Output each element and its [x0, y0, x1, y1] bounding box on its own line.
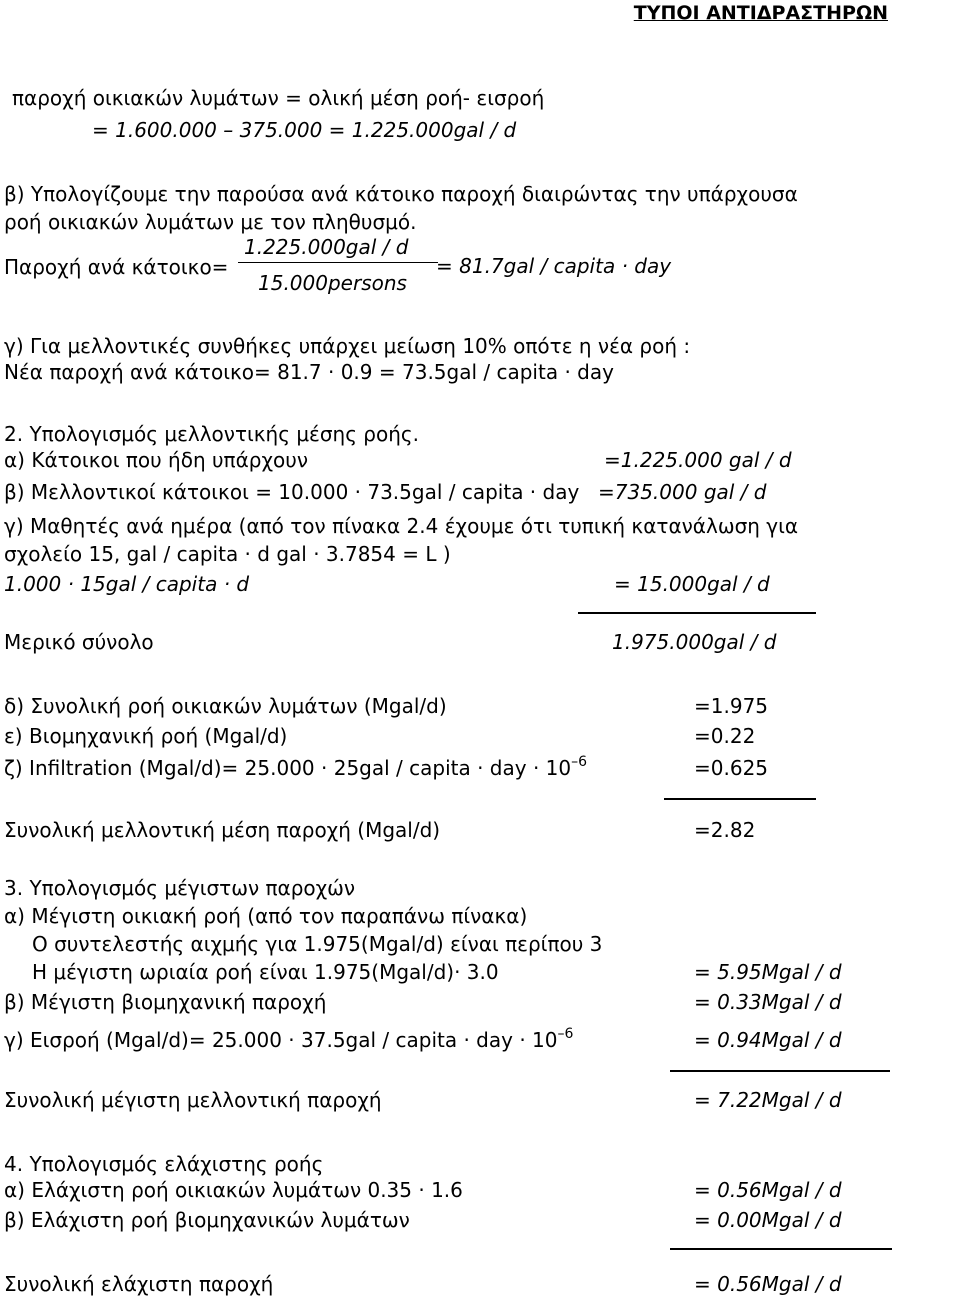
text-line: β) Υπολογίζουμε την παρούσα ανά κάτοικο παροχή διαιρώντας την υπάρχουσα [4, 182, 798, 206]
row-value: 1.975.000gal / d [612, 630, 777, 654]
fraction-denominator: 15.000persons [258, 271, 407, 295]
text-line: σχολείο 15, gal / capita · d gal · 3.7854 = L ) [4, 542, 451, 566]
row-value: =0.625 [694, 756, 769, 780]
section-title: 3. Υπολογισμός μέγιστων παροχών [4, 876, 356, 900]
row-label: ε) Βιομηχανική ροή (Mgal/d) [4, 724, 288, 748]
page-header-title: ΤΥΠΟΙ ΑΝΤΙΔΡΑΣΤΗΡΩΝ [633, 2, 888, 24]
row-label-text: γ) Εισροή (Mgal/d)= 25.000 · 37.5gal / capita · day · 10 [4, 1028, 558, 1052]
sum-rule [664, 798, 816, 800]
text-line: γ) Για μελλοντικές συνθήκες υπάρχει μείωση 10% οπότε η νέα ροή : [4, 334, 691, 358]
row-value: =1.975 [694, 694, 769, 718]
sum-rule [578, 612, 816, 614]
row-label: Μερικό σύνολο [4, 630, 154, 654]
row-label: β) Μέγιστη βιομηχανική παροχή [4, 990, 327, 1014]
row-label: Συνολική μελλοντική μέση παροχή (Mgal/d) [4, 818, 441, 842]
sum-rule [670, 1248, 892, 1250]
row-value: = 0.56Mgal / d [694, 1272, 842, 1296]
equation: = 1.600.000 – 375.000 = 1.225.000gal / d [92, 118, 517, 142]
text-line: γ) Μαθητές ανά ημέρα (από τον πίνακα 2.4 έχουμε ότι τυπική κατανάλωση για [4, 514, 799, 538]
section-title: 2. Υπολογισμός μελλοντικής μέσης ροής. [4, 422, 420, 446]
row-value: = 0.56Mgal / d [694, 1178, 842, 1202]
text-line: α) Μέγιστη οικιακή ροή (από τον παραπάνω πίνακα) [4, 904, 528, 928]
row-label: α) Κάτοικοι που ήδη υπάρχουν [4, 448, 309, 472]
row-value: = 5.95Mgal / d [694, 960, 842, 984]
row-value: = 0.00Mgal / d [694, 1208, 842, 1232]
row-value: =735.000 gal / d [598, 480, 767, 504]
text-line: Ο συντελεστής αιχμής για 1.975(Mgal/d) είναι περίπου 3 [32, 932, 603, 956]
fraction-result: = 81.7gal / capita · day [436, 254, 672, 278]
row-label: Συνολική ελάχιστη παροχή [4, 1272, 274, 1296]
fraction-label: Παροχή ανά κάτοικο= [4, 255, 229, 279]
row-value: =0.22 [694, 724, 756, 748]
exponent: –6 [571, 754, 588, 770]
text-line: παροχή οικιακών λυμάτων = ολική μέση ροή- εισροή [12, 86, 545, 110]
section-title: 4. Υπολογισμός ελάχιστης ροής [4, 1152, 324, 1176]
row-label [4, 754, 588, 780]
fraction-numerator: 1.225.000gal / d [244, 235, 409, 259]
row-label: β) Μελλοντικοί κάτοικοι = 10.000 · 73.5gal / capita · day [4, 480, 580, 504]
fraction-bar [238, 262, 438, 263]
row-value: = 0.94Mgal / d [694, 1028, 842, 1052]
row-value: = 0.33Mgal / d [694, 990, 842, 1014]
equation: 1.000 · 15gal / capita · d [4, 572, 250, 596]
exponent: –6 [557, 1026, 574, 1042]
row-label: β) Ελάχιστη ροή βιομηχανικών λυμάτων [4, 1208, 410, 1232]
text-line: Η μέγιστη ωριαία ροή είναι 1.975(Mgal/d)· 3.0 [32, 960, 499, 984]
equation: Νέα παροχή ανά κάτοικο= 81.7 · 0.9 = 73.5gal / capita · day [4, 360, 614, 384]
row-label-text: ζ) Infiltration (Mgal/d)= 25.000 · 25gal / capita · day · 10 [4, 756, 572, 780]
row-label [4, 1026, 574, 1052]
text-line: ροή οικιακών λυμάτων με τον πληθυσμό. [4, 210, 417, 234]
row-value: = 15.000gal / d [614, 572, 770, 596]
row-label: Συνολική μέγιστη μελλοντική παροχή [4, 1088, 382, 1112]
row-label: δ) Συνολική ροή οικιακών λυμάτων (Mgal/d) [4, 694, 447, 718]
row-value: =2.82 [694, 818, 756, 842]
sum-rule [670, 1070, 890, 1072]
row-label: α) Ελάχιστη ροή οικιακών λυμάτων 0.35 · 1.6 [4, 1178, 463, 1202]
row-value: = 7.22Mgal / d [694, 1088, 842, 1112]
row-value: =1.225.000 gal / d [604, 448, 792, 472]
